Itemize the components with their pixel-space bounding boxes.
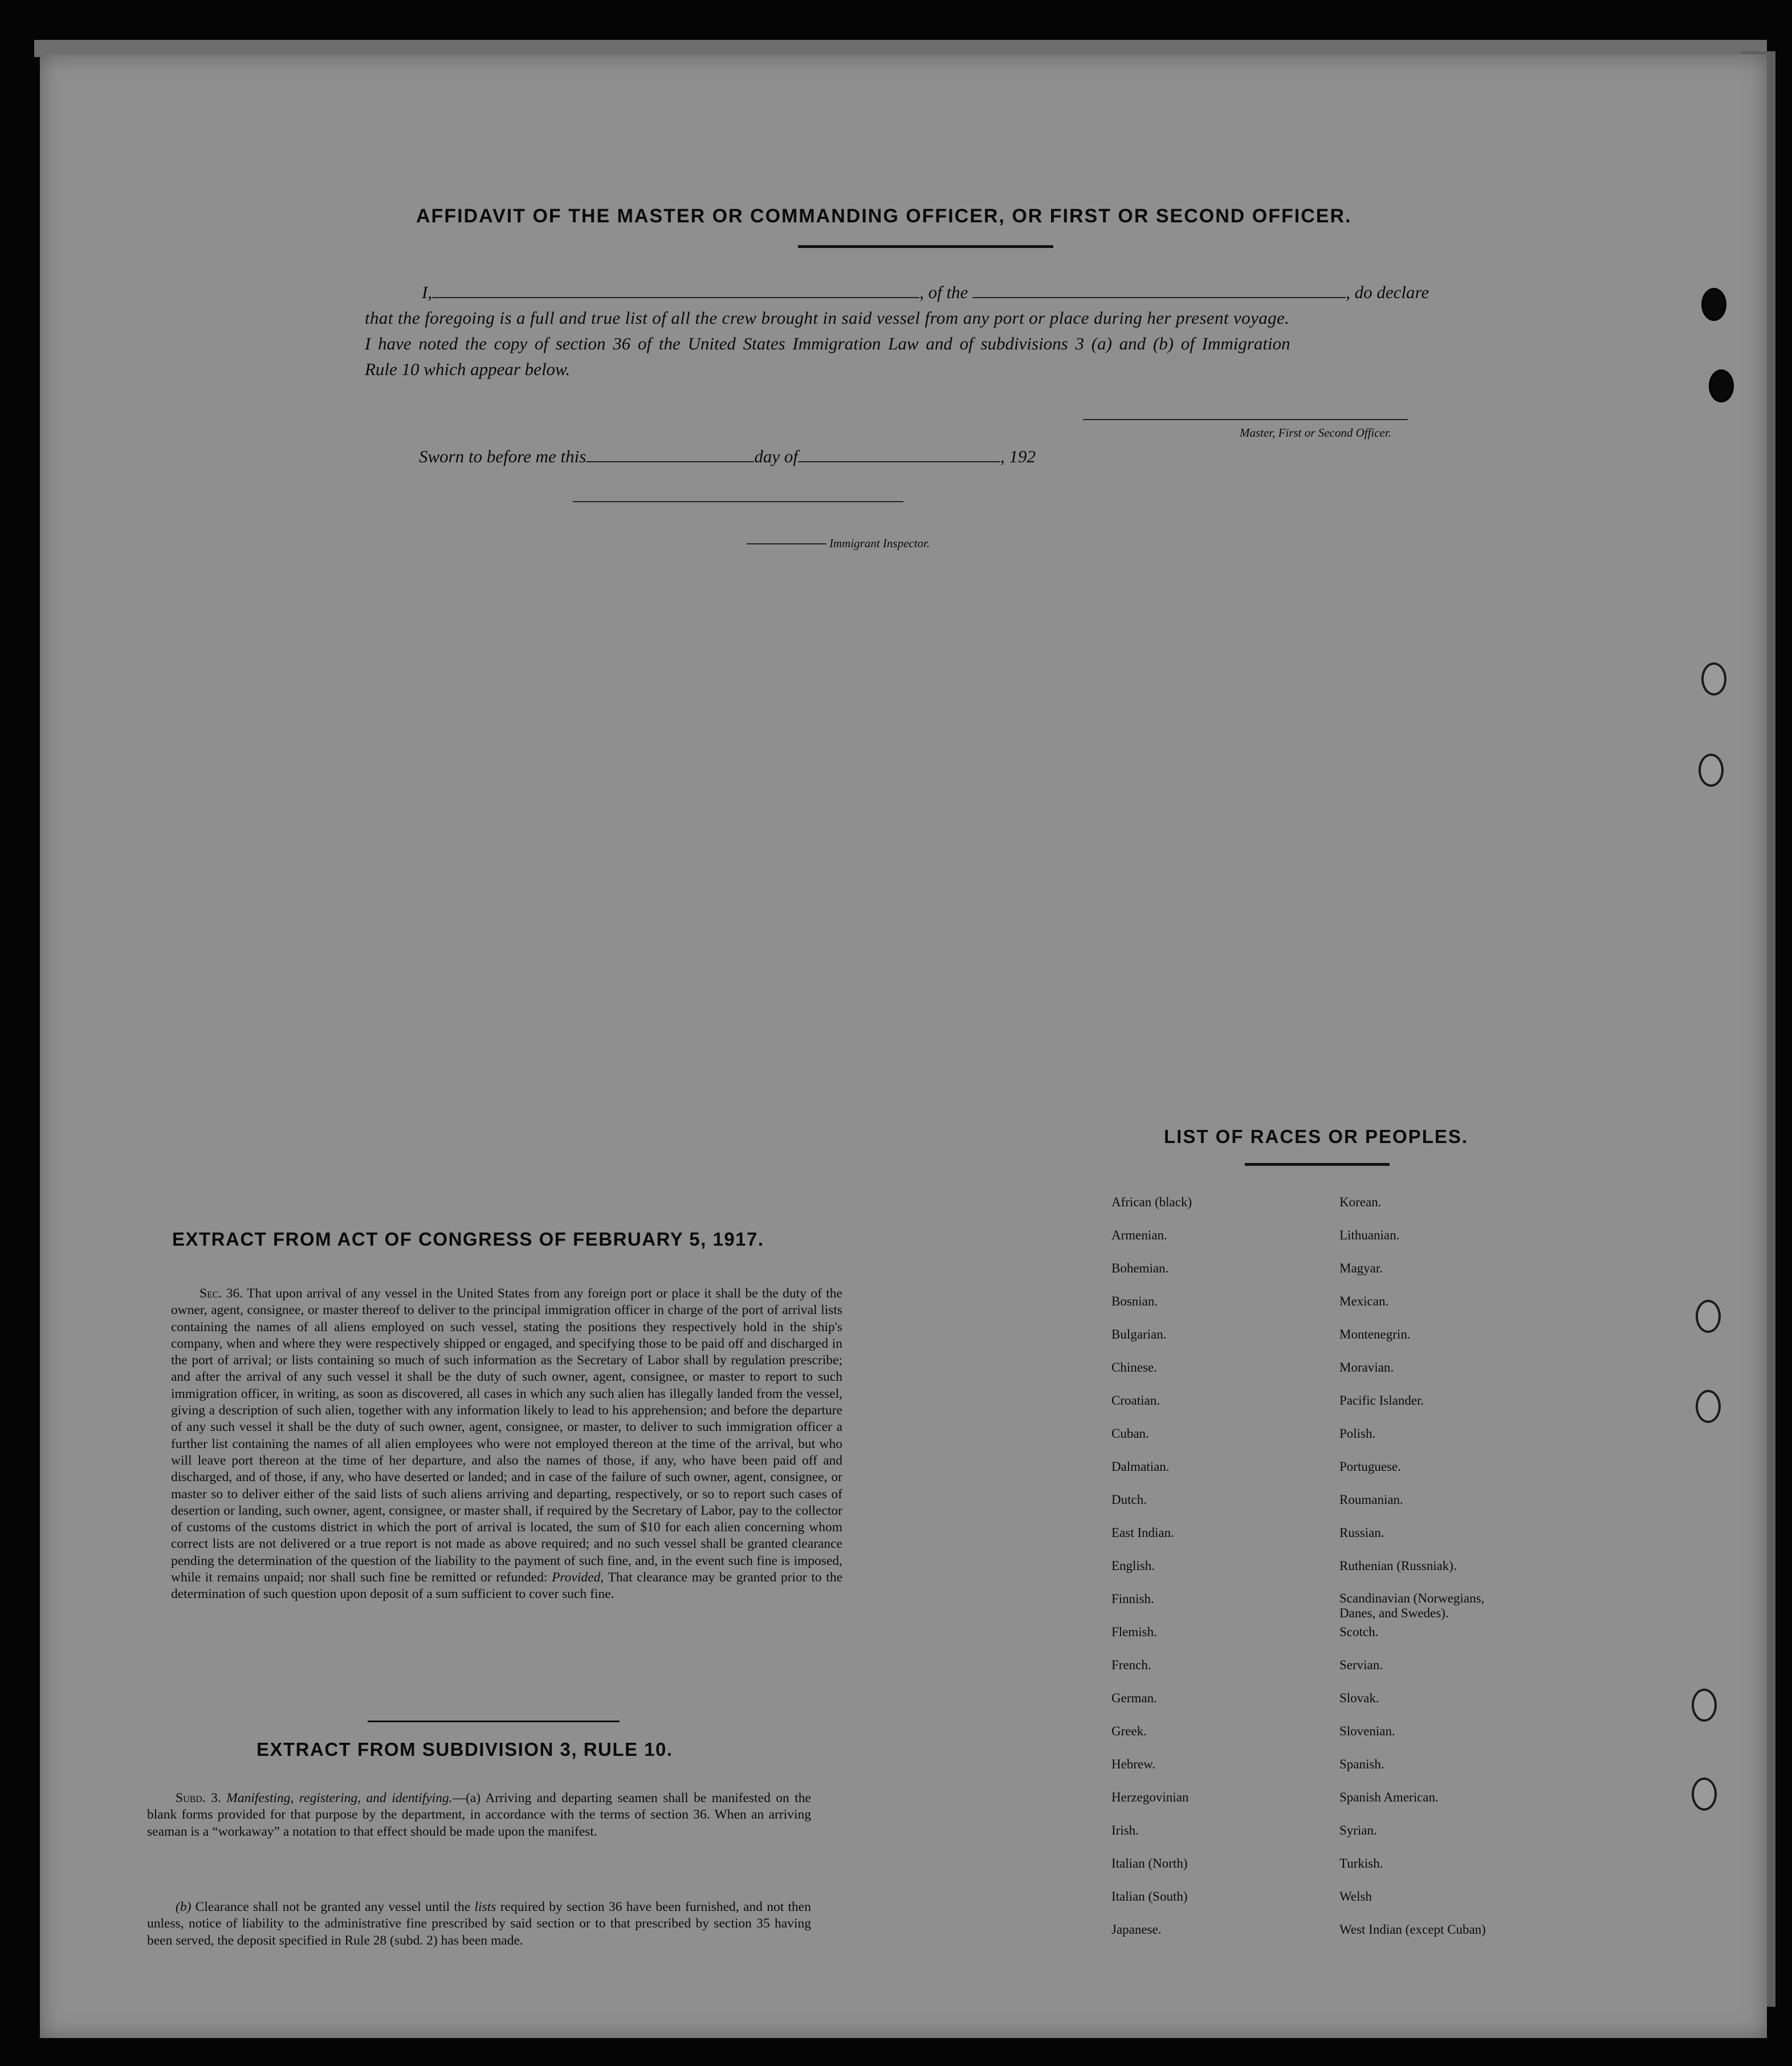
declarant-prefix: I, [422, 282, 433, 302]
race-item: Roumanian. [1339, 1492, 1403, 1507]
affidavit-title-rule [798, 245, 1053, 248]
punch-hole [1709, 369, 1734, 402]
part-a-label: —(a) [452, 1791, 481, 1805]
race-item: Italian (North) [1111, 1856, 1188, 1870]
race-item: Japanese. [1111, 1922, 1162, 1937]
race-item: Pacific Islander. [1339, 1393, 1424, 1408]
race-item: Bulgarian. [1111, 1327, 1167, 1341]
part-a-text: Arriving and departing seamen shall be manifested on the blank forms provided for that purpose by the department, in accordance with the terms of section 36. When an arriving seaman is a “workaway” a notation to that effect should be made upon the manifest. [147, 1791, 811, 1839]
race-item: Montenegrin. [1339, 1327, 1411, 1341]
punch-hole [1692, 1778, 1717, 1811]
part-b-lists: lists [474, 1900, 496, 1914]
race-item: West Indian (except Cuban) [1339, 1922, 1486, 1937]
race-item: German. [1111, 1691, 1157, 1705]
document-page [40, 54, 1767, 2038]
race-item: Scotch. [1339, 1625, 1379, 1639]
punch-hole [1696, 1390, 1721, 1423]
subd-heading: Manifesting, registering, and identifying. [226, 1791, 453, 1805]
race-item: Russian. [1339, 1526, 1384, 1540]
subd-label: Subd. 3. [176, 1791, 221, 1805]
proviso-label: Provided, [552, 1570, 604, 1585]
part-b-text-1: Clearance shall not be granted any vessel until the [195, 1900, 471, 1914]
race-item: Scandinavian (Norwegians, Danes, and Swedes). [1339, 1591, 1485, 1620]
race-item: Flemish. [1111, 1625, 1157, 1639]
race-item: Korean. [1339, 1195, 1382, 1209]
race-item: Croatian. [1111, 1393, 1160, 1408]
race-item: African (black) [1111, 1195, 1192, 1209]
subdivision-3b-text [147, 1899, 811, 1949]
race-item: Spanish American. [1339, 1790, 1439, 1804]
races-title-rule [1245, 1163, 1390, 1166]
section-36-text [171, 1286, 842, 1603]
punch-hole [1696, 1300, 1721, 1333]
extract-divider [368, 1721, 620, 1722]
race-item: Welsh [1339, 1889, 1372, 1904]
race-item: Herzegovinian [1111, 1790, 1189, 1804]
punch-hole [1692, 1689, 1717, 1722]
sworn-prefix: Sworn to before me this [419, 446, 587, 466]
race-item: Lithuanian. [1339, 1228, 1400, 1242]
races-title: LIST OF RACES OR PEOPLES. [1164, 1126, 1469, 1147]
part-b-label: (b) [176, 1900, 192, 1914]
punch-hole [1701, 288, 1726, 321]
race-item: Italian (South) [1111, 1889, 1188, 1904]
race-item: Greek. [1111, 1724, 1147, 1738]
proviso-text: That clearance may be granted prior to the determination of such question upon deposit of a sum sufficient to cover such fine. [171, 1570, 843, 1602]
sworn-year: , 192 [1000, 446, 1036, 466]
affidavit-line-4: Rule 10 which appear below. [365, 359, 571, 379]
races-list-left [1111, 1194, 1192, 1955]
race-item: Slovenian. [1339, 1724, 1395, 1738]
race-item: Servian. [1339, 1658, 1383, 1672]
sworn-line [419, 446, 1036, 467]
master-signature-line[interactable] [1083, 419, 1408, 420]
race-item: Hebrew. [1111, 1757, 1156, 1771]
affidavit-title: AFFIDAVIT OF THE MASTER OR COMMANDING OFFICER, OR FIRST OR SECOND OFFICER. [416, 205, 1352, 227]
race-item: Dutch. [1111, 1492, 1147, 1507]
punch-hole [1701, 662, 1726, 696]
races-list-right [1339, 1194, 1522, 1955]
race-item: Bohemian. [1111, 1261, 1169, 1275]
vessel-label: , of the [919, 282, 968, 302]
race-item: Syrian. [1339, 1823, 1377, 1837]
race-item: Chinese. [1111, 1360, 1157, 1374]
sworn-day-field[interactable] [586, 461, 754, 462]
race-item: Cuban. [1111, 1426, 1149, 1441]
race-item: Spanish. [1339, 1757, 1384, 1771]
race-item: Turkish. [1339, 1856, 1383, 1870]
inspector-caption-dash [747, 543, 826, 544]
race-item: Mexican. [1339, 1294, 1389, 1308]
section-36-label: Sec. 36. [199, 1286, 243, 1301]
declarant-name-field[interactable] [432, 297, 919, 298]
inspector-signature-line[interactable] [573, 501, 903, 502]
race-item: Portuguese. [1339, 1459, 1401, 1474]
subdivision-3-text [147, 1790, 811, 1840]
race-item: Slovak. [1339, 1691, 1379, 1705]
race-item: Magyar. [1339, 1261, 1383, 1275]
section-36-body: That upon arrival of any vessel in the United States from any foreign port or place it shall be the duty of the owner, agent, consignee, or master thereof to deliver to the principal immigration officer in charge of the port of arrival lists containing the names of all aliens employed on such vessel, stating the positions they respectively hold in the ship's company, when and where they were respectively shipped or engaged, and specifying those to be paid off and discharged in the port of arrival; or lists containing so much of such information as the Secretary of Labor shall by regulation prescribe; and after the arrival of any such vessel it shall be the duty of such owner, agent, consignee, or master to report to such immigration officer, in writing, as soon as discovered, all cases in which any such alien has illegally landed from the vessel, giving a description of such alien, together with any information likely to lead to his apprehension; and before the departure of any such vessel it shall be the duty of such owner, agent, consignee, or master, to deliver to such immigration officer a further list containing the names of all alien employees who were not employed thereon at the time of the arrival, but who will leave port thereon at the time of her departure, and also the names of those, if any, who have been paid off and discharged, and of those, if any, who have deserted or landed; and in case of the failure of such owner, agent, consignee, or master so to deliver either of the said lists of such aliens arriving and departing, respectively, or so to report such cases of desertion or landing, such owner, agent, consignee, or master shall, if required by the Secretary of Labor, pay to the collector of customs of the customs district in which the port of arrival is located, the sum of $10 for each alien concerning whom correct lists are not delivered or a true report is not made as above required; and no such vessel shall be granted clearance pending the determination of the question of the liability to the payment of such fine, and, in the event such fine is imposed, while it remains unpaid; nor shall such fine be remitted or refunded: [171, 1286, 842, 1585]
declare-text: , do declare [1346, 282, 1429, 302]
affidavit-line-1 [422, 282, 1429, 303]
part-b-text-2: required by section 36 have been furnished, and not then unless, notice of liability to the administrative fine prescribed by said section or to that prescribed by section 35 having been served, the deposit specified in Rule 28 (subd. 2) has been made. [147, 1900, 811, 1948]
sworn-month-field[interactable] [798, 461, 1000, 462]
race-item: French. [1111, 1658, 1151, 1672]
race-item: East Indian. [1111, 1526, 1174, 1540]
sworn-day-of: day of [754, 446, 798, 466]
race-item: Dalmatian. [1111, 1459, 1170, 1474]
race-item: Polish. [1339, 1426, 1376, 1441]
race-item: Bosnian. [1111, 1294, 1158, 1308]
race-item: Moravian. [1339, 1360, 1394, 1374]
race-item: Finnish. [1111, 1592, 1154, 1606]
affidavit-line-3: I have noted the copy of section 36 of the United States Immigration Law and of subdivisions 3 (a) and (b) of Immigration [365, 334, 1290, 353]
master-caption: Master, First or Second Officer. [1240, 426, 1391, 440]
race-item: Ruthenian (Russniak). [1339, 1559, 1457, 1573]
vessel-name-field[interactable] [972, 297, 1346, 298]
extract-act-title: EXTRACT FROM ACT OF CONGRESS OF FEBRUARY 5, 1917. [172, 1229, 764, 1250]
race-item: English. [1111, 1559, 1155, 1573]
punch-hole [1699, 754, 1724, 787]
inspector-caption: Immigrant Inspector. [829, 536, 930, 550]
race-item: Irish. [1111, 1823, 1139, 1837]
affidavit-line-2: that the foregoing is a full and true list of all the crew brought in said vessel from any port or place during her present voyage. [365, 308, 1290, 328]
extract-rule-title: EXTRACT FROM SUBDIVISION 3, RULE 10. [256, 1739, 673, 1760]
race-item: Armenian. [1111, 1228, 1167, 1242]
